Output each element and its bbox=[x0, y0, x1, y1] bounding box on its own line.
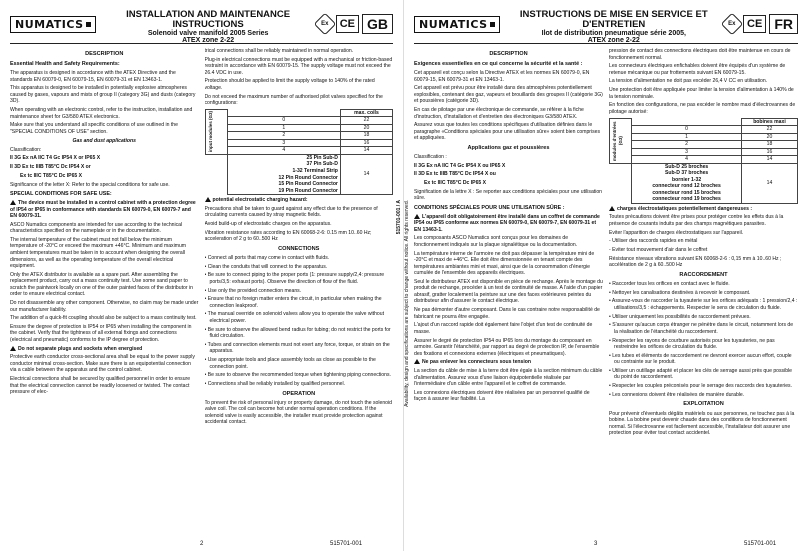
list-item: • Be sure to observe the recommended torque when tightening piping connections. bbox=[204, 372, 391, 379]
list-item: • Raccorder tous les orifices en contact avec le fluide. bbox=[609, 280, 730, 287]
list-item: • Nettoyer les canalisations destinées à recevoir le composant. bbox=[609, 289, 751, 296]
table-cell: 2 bbox=[632, 141, 742, 149]
page-title: INSTRUCTIONS DE MISE EN SERVICE ET D'ENTRETIEN bbox=[519, 9, 708, 30]
document-number: 515701-001 bbox=[330, 541, 363, 547]
list-item: • Use appropriate tools and place assembly tools as close as possible to the connection point. bbox=[204, 357, 376, 370]
list-item: • Be sure to observe the allowed bend radius for tubing; do not restrict the ports for fluid circulation. bbox=[204, 326, 391, 340]
connections-list bbox=[205, 255, 394, 388]
paragraph: Les composants ASCO Numatics sont conçus pour les domaines de fonctionnement indiqués sur la plaque signalétique ou la documentation. bbox=[414, 235, 578, 248]
list-item: • Les tubes et éléments de raccordement ne devront exercer aucun effort, couple ou contrainte sur le produit. bbox=[609, 352, 792, 366]
table-header: max. coils bbox=[340, 109, 392, 117]
header-right bbox=[414, 10, 798, 44]
warning-icon bbox=[10, 200, 16, 205]
list-item: • Connect all ports that may come in contact with fluids. bbox=[204, 254, 330, 261]
paragraph: When operating with an electronic control, refer to the instruction, installation and maintenance sheet for G3/580 ATEX electronics. bbox=[10, 107, 193, 120]
page-right-french bbox=[404, 0, 808, 551]
table-cell: 14 bbox=[340, 154, 392, 194]
table-cell: 14 bbox=[741, 156, 797, 164]
table-cell: 0 bbox=[632, 126, 742, 134]
classification-line: II 3G Ex nA IIC T4 Gc IP54 X ou IP65 X bbox=[414, 162, 506, 169]
list-item: • Be sure to connect piping to the proper ports (1: pressure supply/2,4: pressure ports/3,5: exhaust ports). Observe the direction of flow of the fluid. bbox=[204, 272, 385, 285]
heading-description: DESCRIPTION bbox=[85, 51, 124, 57]
paragraph: Assurer le degré de protection IP54 ou IP65 lors du montage du composant en armoire. Garantir l'étanchéité, par rapport au degré de protection IP, de l'ensemble des fixations et connexions externes (électriques et pneumatiques). bbox=[414, 337, 600, 357]
heading-connections: RACCORDEMENT bbox=[679, 271, 728, 278]
list-item: • Tubes and connection elements must not exert any force, torque, or strain on the apparatus. bbox=[204, 341, 390, 355]
side-label-cell: modules d'entrées (G3) bbox=[610, 118, 632, 163]
paragraph: Résistance niveaux vibrations suivant EN 60068-2-6 : 0,15 mm à 10..60 Hz ; accélération de 2 g à 60..500 Hz bbox=[609, 255, 782, 269]
paragraph: La section du câble de mise à la terre doit être égale à la section minimum du câble d'alimentation. Assurez vous d'une liaison équipotentielle réalisée par l'intermédiaire d'un câble entre l'appareil et le coffret de commande. bbox=[414, 368, 603, 388]
paragraph: Significance of the letter X: Refer to the special conditions for safe use. bbox=[10, 181, 170, 188]
paragraph: Avoid build-up of electrostatic charges on the apparatus. bbox=[204, 220, 332, 227]
cert-marks bbox=[317, 14, 393, 34]
table-cell: 16 bbox=[741, 148, 797, 156]
language-badge: FR bbox=[769, 14, 798, 34]
paragraph: En fonction des configurations, ne pas excéder le nombre maxi d'électrovannes de pilotage autorisé: bbox=[609, 102, 796, 115]
paragraph: Eviter l'apparition de charges électrostatiques sur l'appareil. bbox=[609, 229, 744, 236]
list-item: • Respecter les rayons de courbure autorisés pour les tuyauteries, ne pas restreindre les orifices de circulation du fluide. bbox=[609, 337, 775, 351]
table-header: bobines maxi bbox=[741, 118, 797, 126]
paragraph: Assurez vous que toutes les conditions spécifiques d'utilisation définies dans le paragraphe «Conditions spéciales pour une utilisation sûre» soient bien comprises et appliquées. bbox=[414, 122, 601, 142]
table-cell: 1 bbox=[632, 133, 742, 141]
paragraph: L'ajout d'un raccord rapide doit également faire l'objet d'un test de continuité de masse. bbox=[414, 322, 593, 335]
heading-operation: EXPLOITATION bbox=[683, 401, 724, 408]
coils-table bbox=[205, 109, 394, 195]
paragraph: Protective earth conductor cross-sectional area shall be equal to the power supply conductor minimal cross-section. Make sure there is an equipotential connection via a cable between the apparatus and the control cabinet. bbox=[10, 354, 195, 374]
paragraph: Pour prévenir d'éventuels dégâts matériels ou aux personnes, ne touchez pas à la bobine. La bobine peut devenir chaude dans des conditions de fonctionnement normal. Si l'électrovanne est facilement accessible, l'installateur doit assurer une protection pour éviter tout contact accidentel. bbox=[609, 410, 795, 437]
numatics-logo: NUMATICS bbox=[10, 16, 96, 33]
paragraph: pression de contact des connections électriques doit être maintenue en cours de fonctionnement normal. bbox=[609, 48, 791, 61]
list-item: • Assurez-vous de raccorder la tuyauterie sur les orifices adéquats : 1 pression/2,4 : utilisations/3,5 : échappements. Respecter le sens de circulation du fluide. bbox=[609, 298, 798, 311]
paragraph: The apparatus is designed in accordance with the ATEX Directive and the standards EN 60079-0, EN 60079-15, EN 60079-31 et EN 13463-1. bbox=[10, 70, 176, 83]
column-2 bbox=[609, 48, 798, 538]
table-cell: 2 bbox=[227, 132, 340, 140]
paragraph: - Eviter tout mouvement d'air dans le coffret bbox=[609, 247, 708, 254]
paragraph: Toutes précautions doivent être prises pour protéger contre les effets dus à la présence de courants induits par des champs magnétiques parasites. bbox=[609, 214, 784, 227]
heading-essential: Essential Health and Safety Requirements: bbox=[10, 61, 120, 68]
paragraph: La tension d'alimentation ne doit pas excéder 26,4 V CC en utilisation. bbox=[609, 78, 768, 85]
table-cell: 0 bbox=[227, 117, 340, 125]
table-cell: 20 bbox=[340, 124, 392, 132]
list-item: • S'assurer qu'aucun corps étranger ne pénètre dans le circuit, notamment lors de la réalisation de l'étanchéité du raccordement. bbox=[609, 322, 794, 335]
paragraph: Make sure that you understand all specific conditions of use outlined in the "SPECIAL CONDITIONS OF USE" section. bbox=[10, 122, 178, 135]
paragraph: - Utiliser des raccords rapides en métal bbox=[609, 238, 698, 245]
document-number: 515701-001 bbox=[744, 541, 777, 547]
paragraph: Ensure the degree of protection is IP54 or IP65 when installing the component in the cabinet. Verify that the tightness of all external fixings and connections (electrical and pneumatic) conforms to the IP degree of protection. bbox=[10, 323, 192, 343]
paragraph: This apparatus is designed to be installed in potentially explosive atmospheres caused by gases, vapours and mists of group II (category 3G) and dusts (category 3D). bbox=[10, 85, 196, 105]
paragraph: Vibration resistance rates according to EN 60068-2-6: 0.15 mm 10..60 Hz; acceleration of 2 g to 60..500 Hz bbox=[204, 229, 372, 243]
disclaimer-text: Availability, design and specifications are subject to change without notice. All rights reserved. bbox=[404, 200, 410, 407]
page-number: 2 bbox=[200, 541, 204, 547]
table-cell: 3 bbox=[227, 139, 340, 147]
heading-gas-dust: Applications gaz et poussières bbox=[467, 144, 550, 151]
paragraph: Plug-in electrical connections must be equipped with a mechanical or friction-based restraint in accordance with EN 60079-15. The supply voltage must not exceed the 26.4 VDC in use. bbox=[204, 56, 393, 76]
table-cell: 22 bbox=[741, 126, 797, 134]
heading-essential: Exigences essentielles en ce qui concerne la sécurité et la santé : bbox=[414, 61, 583, 68]
header-left bbox=[10, 10, 393, 44]
paragraph: En cas de pilotage par une électronique de commande, se référer à la fiche d'instruction, d'installation et d'entretien des électroniques G3/580 ATEX. bbox=[414, 107, 584, 120]
table-cell: 14 bbox=[340, 147, 392, 155]
heading-special-conditions: SPECIAL CONDITIONS FOR SAFE USE: bbox=[10, 191, 112, 198]
table-cell: 22 bbox=[340, 117, 392, 125]
heading-operation: OPERATION bbox=[282, 390, 316, 397]
title-block bbox=[106, 10, 311, 45]
paragraph: Cet appareil est conçu selon la Directive ATEX et les normes EN 60079-0, EN 60079-15, EN 60079-31 et EN 13463-1. bbox=[414, 70, 590, 83]
classification-line: Ex tc IIIC T85°C Dc IP65 X bbox=[20, 172, 83, 179]
heading-connections: CONNECTIONS bbox=[278, 245, 320, 252]
classification-line: Ex tc IIIC T85°C Dc IP65 X bbox=[424, 180, 487, 187]
heading-special-conditions: CONDITIONS SPÉCIALES POUR UNE UTILISATION SÛRE : bbox=[414, 204, 565, 211]
warning-icon bbox=[609, 206, 615, 211]
ex-icon: Ex bbox=[721, 13, 744, 36]
classification-line: II 3G Ex nA IIC T4 Gc IP54 X or IP65 X bbox=[10, 155, 101, 162]
list-item: • Utiliser un outillage adapté et placer les clés de serrage aussi près que possible du point de raccordement. bbox=[609, 367, 793, 381]
list-item: • Connections shall be reliably installed by qualified personnel. bbox=[204, 381, 346, 387]
column-1 bbox=[10, 48, 199, 538]
list-item: • The manual override on solenoid valves allow you to operate the valve without electrical power. bbox=[204, 311, 385, 324]
paragraph: ASCO Numatics components are intended for use according to the technical characteristics specified on the nameplate or in the documentation. bbox=[10, 221, 183, 235]
paragraph: The addition of a quick-fit coupling should also be subject to a mass continuity test. bbox=[10, 315, 197, 322]
table-cell: 1 bbox=[227, 124, 340, 132]
list-item: • Ensure that no foreign matter enters the circuit, in particular when making the connection leakproof. bbox=[204, 296, 382, 309]
paragraph: Only the ATEX distributor is available as a spare part. After assembling the replacement product, carry out a mass continuity test. Use some sand paper to scratch the paintwork locally on one of the outer painted faces of the distributor in order to ensure electrical contact. bbox=[10, 271, 193, 298]
cert-marks bbox=[724, 14, 798, 34]
side-label-cell: input modules (G3) bbox=[205, 109, 227, 154]
ce-icon: CE bbox=[336, 15, 359, 33]
language-badge: GB bbox=[362, 14, 393, 34]
heading-gas-dust: Gas and dust applications bbox=[72, 138, 136, 145]
coils-table bbox=[609, 118, 798, 204]
paragraph: Cet appareil est prévu pour être installé dans des atmosphères potentiellement explosibles, contenant des gaz, vapeurs et brouillards des groupes II (catégorie 3G) et poussières (catégorie 3D). bbox=[414, 85, 603, 105]
classification-line: II 3D Ex tc IIIB T85°C Dc IP54 X or bbox=[10, 164, 91, 171]
paragraph: Precautions shall be taken to guard against any effect due to the presence of circulating currents caused by stray magnetic fields. bbox=[204, 205, 378, 219]
table-cell: 18 bbox=[741, 141, 797, 149]
list-item: • Respecter les couples préconisés pour le serrage des raccords des tuyauteries. bbox=[609, 383, 792, 390]
page-number: 3 bbox=[594, 541, 598, 547]
warning-text: Do not separate plugs and sockets when energised bbox=[18, 345, 143, 352]
list-item: • Les connexions doivent être réalisées de manière durable. bbox=[609, 391, 745, 398]
page-subtitle: Solenoid valve manifold 2005 Series bbox=[147, 29, 269, 37]
classification-label: Classification : bbox=[414, 153, 447, 160]
column-1 bbox=[414, 48, 603, 538]
ce-icon: CE bbox=[743, 15, 766, 33]
connections-list bbox=[609, 281, 798, 398]
page-subtitle-zone: ATEX zone 2-22 bbox=[182, 37, 235, 45]
heading-description: DESCRIPTION bbox=[489, 51, 528, 57]
vertical-doc-id: 515701-001 / A bbox=[396, 200, 402, 235]
page-title: INSTALLATION AND MAINTENANCE INSTRUCTIONS bbox=[126, 9, 291, 30]
paragraph: Les connecteurs électriques enfichables doivent être équipés d'un système de retenue mécanique ou par frottements suivant EN 60079-15. bbox=[609, 63, 786, 76]
vertical-disclaimer bbox=[404, 200, 416, 530]
warning-text: charges électrostatiques potentiellement dangereuses : bbox=[617, 205, 753, 212]
paragraph: Ne pas démonter d'autre composant. Dans le cas contraire notre responsabilité de fabricant ne pourra être engagée. bbox=[414, 307, 600, 320]
paragraph: Signification de la lettre X : Se reporter aux conditions spéciales pour une utilisation sûre. bbox=[414, 188, 603, 202]
page-subtitle: Ilot de distribution pneumatique série 2005, bbox=[541, 29, 686, 37]
table-cell: 14 bbox=[741, 163, 797, 203]
table-cell: 3 bbox=[632, 148, 742, 156]
table-cell: 4 bbox=[227, 147, 340, 155]
warning-text: L'appareil doit obligatoirement être installé dans un coffret de commande IP54 ou IP65 conforme aux normes EN 60079-0, EN 60079-7, EN 60079-31 et EN 13463-1. bbox=[414, 213, 600, 233]
table-cell: 18 bbox=[340, 132, 392, 140]
paragraph: trical connections shall be reliably maintained in normal operation. bbox=[204, 48, 354, 54]
paragraph: Une protection doit être appliquée pour limiter la tension d'alimentation à 140% de la tension nominale. bbox=[609, 87, 794, 100]
table-cell: 16 bbox=[340, 139, 392, 147]
column-2 bbox=[205, 48, 394, 538]
table-cell: 4 bbox=[632, 156, 742, 164]
paragraph: Do not exceed the maximum number of authorised pilot valves specified for the configurations: bbox=[204, 93, 383, 107]
list-item: • Utiliser uniquement les possibilités de raccordement prévues. bbox=[609, 313, 751, 320]
classification-label: Classification: bbox=[10, 146, 42, 153]
paragraph: La température interne de l'armoire ne doit pas dépasser la température mini de -20°C et maxi de +46°C. Elle doit être dimensionnée en tenant compte des températures ambiantes mini et maxi, ainsi que de la consommation d'énergie cumulée de l'ensemble des appareils électriques. bbox=[414, 250, 595, 277]
warning-text: Ne pas enlever les connecteurs sous tension bbox=[422, 359, 531, 366]
paragraph: Les connexions électriques doivent être réalisées par un personnel qualifié de façon à assurer leur fiabilité. La bbox=[414, 389, 590, 403]
warning-icon bbox=[10, 346, 16, 351]
paragraph: To prevent the risk of personal injury or property damage, do not touch the solenoid valve coil. The coil can become hot under normal operation conditions. If the solenoid valve is easily accessible, the installer must provide protection against accidental contact. bbox=[204, 399, 392, 426]
connector-list: 25 Pin Sub-D 37 Pin Sub-D 1-32 Terminal Strip 12 Pin Round Connector 15 Pin Round Connector 19 Pin Round Connector bbox=[227, 154, 340, 194]
classification-line: II 3D Ex tc IIIB T85°C Dc IP54 X ou bbox=[414, 171, 496, 178]
paragraph: The internal temperature of the cabinet must not fall below the minimum temperature of -20°C or exceed the maximum +46°C. Minimum and maximum ambient temperatures must be taken in to account when designing the overall dimensions, as well as the operating temperature of the overall electrical equipment. bbox=[10, 236, 187, 270]
list-item: • Use only the provided connection means. bbox=[204, 287, 302, 294]
paragraph: Protection should be applied to limit the supply voltage to 140% of the rated voltage. bbox=[204, 78, 375, 91]
paragraph: Do not disassemble any other component. Otherwise, no claim may be made under our manufacturer liability. bbox=[10, 299, 199, 313]
connector-list: Sub-D 25 broches Sub-D 37 broches bornier 1-32 connecteur rond 12 broches connecteur rond 15 broches connecteur rond 19 broches bbox=[632, 163, 742, 203]
paragraph: Seul le distributeur ATEX est disponible en pièce de rechange. Après le montage du produit de rechange, procéder à un test de continuité de masse. A l'aide d'un papier abrasif, gratter localement la peinture sur une des faces extérieures peintes du distributeur afin d'assurer le contact électrique. bbox=[414, 278, 603, 305]
numatics-logo: NUMATICS bbox=[414, 16, 500, 33]
page-subtitle-zone: ATEX zone 2-22 bbox=[587, 37, 640, 45]
warning-text: The device must be installed in a control cabinet with a protection degree of IP54 or IP65 in conformance with standards EN 60079-0, EN 60079-7 and EN 60079-31. bbox=[10, 200, 196, 220]
table-cell: 20 bbox=[741, 133, 797, 141]
warning-icon bbox=[205, 197, 211, 202]
paragraph: Electrical connections shall be secured by qualified personnel in order to ensure that the electrical connection cannot be readily loosened or twisted. The contact pressure of elec- bbox=[10, 376, 191, 396]
list-item: • Clean the conduits that will connect to the apparatus. bbox=[204, 263, 328, 270]
ex-icon: Ex bbox=[313, 13, 336, 36]
title-block bbox=[510, 10, 719, 45]
warning-text: potential electrostatic charging hazard: bbox=[212, 197, 308, 204]
